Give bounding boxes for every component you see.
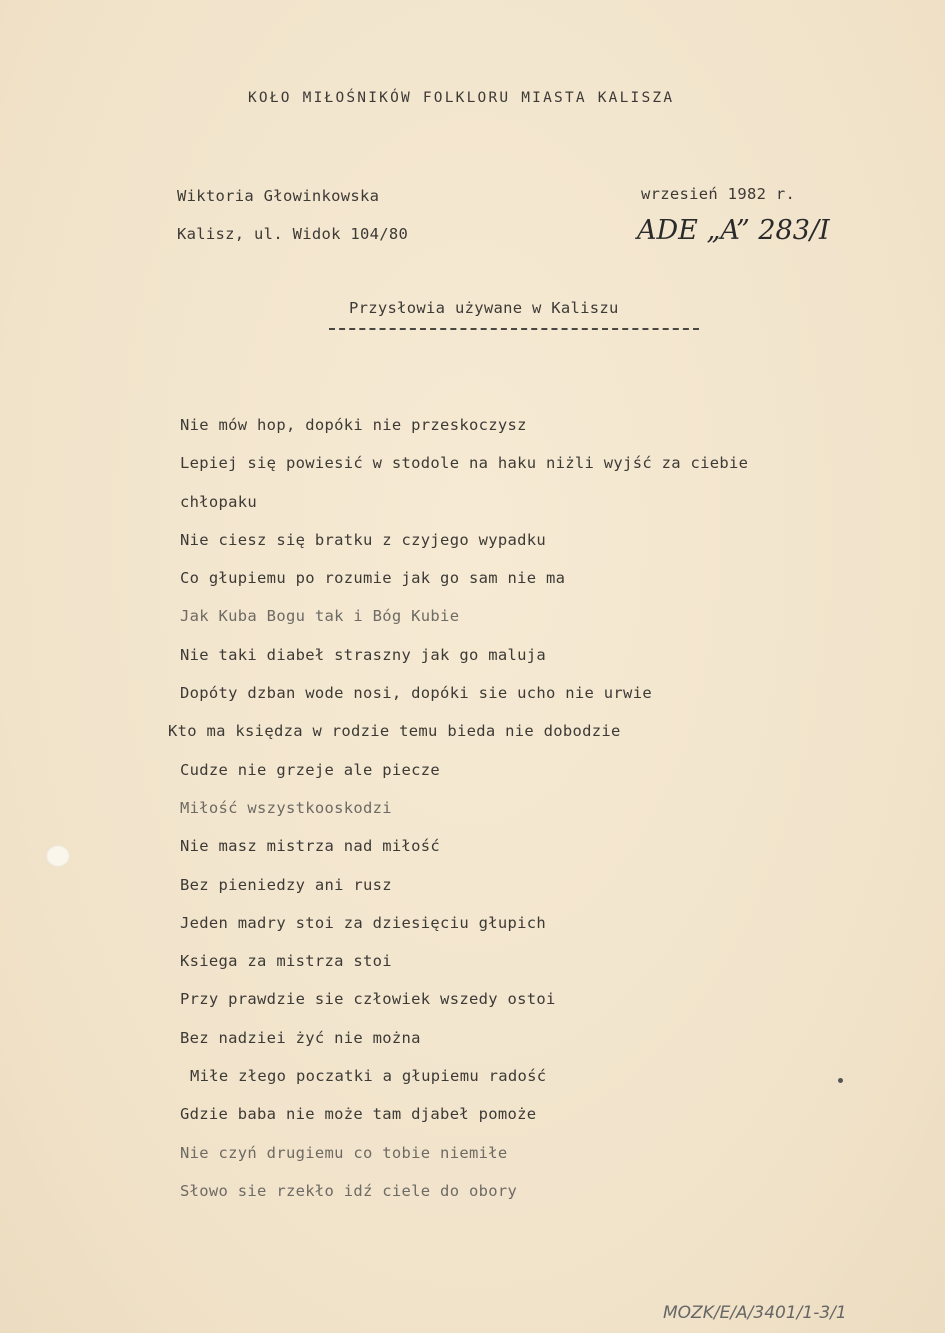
proverb-line: Nie ciesz się bratku z czyjego wypadku (180, 530, 547, 549)
proverb-line: Bez nadziei żyć nie można (180, 1028, 421, 1047)
document-title: Przysłowia używane w Kaliszu (349, 299, 619, 317)
proverb-line: Nie masz mistrza nad miłość (180, 837, 441, 856)
proverb-line: Miłe złego poczatki a głupiemu radość (190, 1067, 547, 1086)
proverb-line: Miłość wszystkooskodzi (180, 798, 392, 817)
proverb-line: Przy prawdzie sie człowiek wszedy ostoi (180, 990, 556, 1009)
proverb-line: Dopóty dzban wode nosi, dopóki sie ucho nie urwie (180, 684, 652, 703)
proverb-line: chłopaku (180, 492, 258, 511)
proverb-line: Nie taki diabeł straszny jak go maluja (180, 645, 547, 664)
author-address: Kalisz, ul. Widok 104/80 (177, 225, 409, 243)
proverb-line: Ksiega za mistrza stoi (180, 952, 392, 971)
archive-signature: MOZK/E/A/3401/1-3/1 (663, 1303, 847, 1323)
proverb-line: Co głupiemu po rozumie jak go sam nie ma (180, 569, 566, 588)
punch-hole (46, 845, 70, 867)
handwritten-catalog-code: ADE „A” 283/I (637, 215, 830, 246)
title-underline (329, 328, 699, 330)
proverb-line: Gdzie baba nie może tam djabeł pomoże (180, 1105, 537, 1124)
proverb-line: Jeden madry stoi za dziesięciu głupich (180, 913, 547, 932)
organization-header: KOŁO MIŁOŚNIKÓW FOLKLORU MIASTA KALISZA (248, 90, 675, 106)
proverb-line: Bez pieniedzy ani rusz (180, 875, 392, 894)
proverb-line: Lepiej się powiesić w stodole na haku niżli wyjść za ciebie (180, 454, 749, 473)
document-date: wrzesień 1982 r. (641, 185, 796, 203)
ink-speck (838, 1078, 843, 1083)
proverb-line: Słowo sie rzekło idź ciele do obory (180, 1181, 518, 1200)
proverb-list (168, 414, 749, 1218)
proverb-line: Nie czyń drugiemu co tobie niemiłe (180, 1143, 508, 1162)
author-name: Wiktoria Głowinkowska (177, 187, 380, 205)
proverb-line: Jak Kuba Bogu tak i Bóg Kubie (180, 607, 460, 626)
proverb-line: Nie mów hop, dopóki nie przeskoczysz (180, 416, 527, 434)
proverb-line: Kto ma księdza w rodzie temu bieda nie dobodzie (168, 722, 621, 741)
proverb-line: Cudze nie grzeje ale piecze (180, 760, 441, 779)
